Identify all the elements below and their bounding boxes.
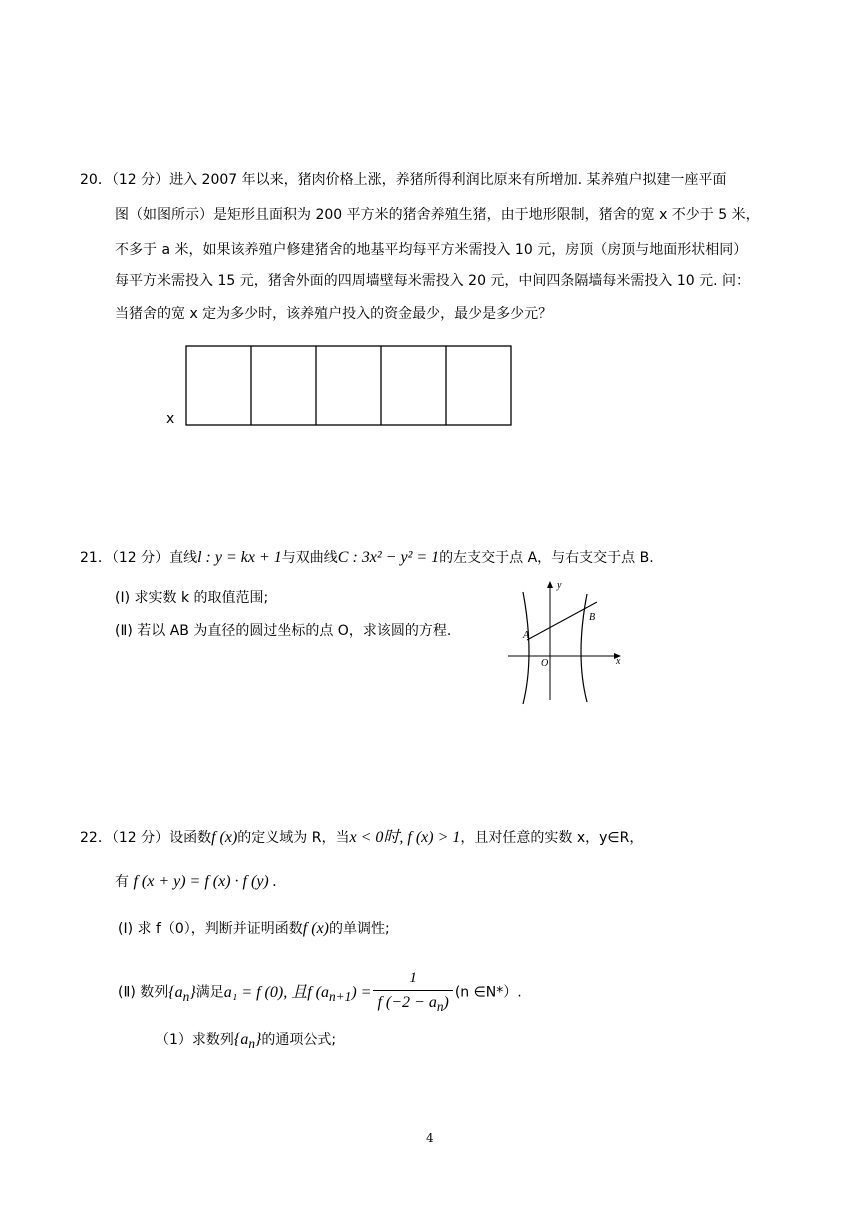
fig-x-label: x: [616, 656, 621, 667]
q20-number: 20．: [80, 172, 112, 188]
fraction-denominator: [373, 991, 452, 1019]
q22-part-2: [118, 966, 522, 1019]
q21-text-c: 的左支交于点 A，与右支交于点 B.: [439, 550, 654, 566]
q22-part2-text-b: 满足: [195, 984, 224, 1001]
q22-sub-1: [155, 1030, 336, 1054]
q22-sub1-text-b: 的通项公式;: [261, 1032, 337, 1048]
q20-line-2: 图（如图所示）是矩形且面积为 200 平方米的猪舍养殖生猪，由于地形限制，猪舍的宽 x 不少于 5 米，: [115, 207, 760, 223]
fig-origin-label: O: [541, 658, 549, 669]
q20-line-3: 不多于 a 米，如果该养殖户修建猪舍的地基平均每平方米需投入 10 元，房顶（房顶与地面形状相同）: [115, 242, 748, 258]
diagram-width-label: x: [166, 411, 175, 427]
q22-part2-text-c: (n ∈N*）.: [454, 984, 522, 1001]
q21-score: （12 分）: [111, 550, 170, 566]
fig-point-b-label: B: [589, 612, 596, 623]
q22-sub1-sequence: [233, 1031, 262, 1052]
q21-hyperbola-equation: C : 3x² − y² = 1: [337, 549, 440, 566]
q20-score: （12 分）: [111, 172, 170, 188]
seq-sub: n: [182, 988, 190, 1004]
q22-text-b: 的定义域为 R，当: [237, 830, 350, 846]
recurrence-fraction: [373, 966, 452, 1019]
q22-line-2: [115, 872, 277, 892]
q21-line-1: [80, 548, 654, 568]
q22-text-c: ，且对任意的实数 x，y∈R，: [460, 830, 644, 846]
q21-text-a: 直线: [169, 550, 198, 566]
denominator-close: ): [443, 994, 449, 1011]
recurrence-close: ) =: [351, 983, 372, 1001]
denominator-sub: n: [436, 999, 444, 1015]
q22-recurrence: [223, 983, 372, 1004]
q22-fx: f (x): [211, 829, 238, 846]
q22-part1-fx: f (x): [302, 920, 329, 937]
q22-functional-equation: f (x + y) = f (x) · f (y) .: [133, 873, 277, 890]
q20-line-4: 每平方米需投入 15 元，猪舍外面的四周墙壁每米需投入 20 元，中间四条隔墙每米需投入 10 元. 问：: [115, 273, 751, 289]
q21-number: 21．: [80, 550, 112, 566]
q21-part-1: (Ⅰ) 求实数 k 的取值范围;: [115, 590, 269, 606]
seq-close: }: [189, 983, 196, 1001]
sub1-seq-sub: n: [248, 1036, 255, 1052]
fig-y-label: y: [557, 580, 562, 591]
q22-part2-text-a: (Ⅱ) 数列: [118, 984, 169, 1001]
q22-sub1-text-a: （1）求数列: [155, 1032, 234, 1048]
recurrence-sub: n+1: [329, 988, 352, 1004]
recurrence-lhs: a₁ = f (0), 且f (a: [223, 983, 329, 1001]
q22-number: 22．: [80, 830, 112, 846]
q22-sequence: [168, 983, 196, 1004]
q21-part-2: (Ⅱ) 若以 AB 为直径的圆过坐标的点 O，求该圆的方程.: [115, 623, 452, 639]
q22-condition: x < 0时, f (x) > 1: [349, 829, 461, 846]
pigsty-diagram: [185, 345, 525, 429]
q22-text-a: 设函数: [169, 830, 212, 846]
page-number: 4: [426, 1131, 434, 1145]
hyperbola-figure: [505, 578, 635, 708]
denominator-main: f (−2 − a: [377, 994, 437, 1011]
seq-open: {a: [168, 983, 183, 1001]
q22-part1-text-b: 的单调性;: [329, 921, 390, 937]
q22-part1-text-a: (Ⅰ) 求 f（0），判断并证明函数: [118, 921, 303, 937]
fraction-numerator: 1: [373, 966, 452, 991]
sub1-seq-close: }: [255, 1031, 262, 1048]
q22-line-1: [80, 828, 643, 848]
q20-line-5: 当猪舍的宽 x 定为多少时，该养殖户投入的资金最少，最少是多少元？: [115, 306, 553, 322]
q20-text-1: 进入 2007 年以来，猪肉价格上涨，养猪所得利润比原来有所增加. 某养殖户拟建一座平面: [169, 172, 727, 188]
q22-part-1: [118, 919, 390, 939]
q21-text-b: 与双曲线: [281, 550, 338, 566]
sub1-seq-open: {a: [233, 1031, 249, 1048]
q22-score: （12 分）: [111, 830, 170, 846]
fig-point-a-label: A: [523, 630, 530, 641]
q22-line2-text: 有: [115, 874, 129, 890]
q20-line-1: [80, 170, 727, 190]
q21-line-equation: l : y = kx + 1: [197, 549, 282, 566]
